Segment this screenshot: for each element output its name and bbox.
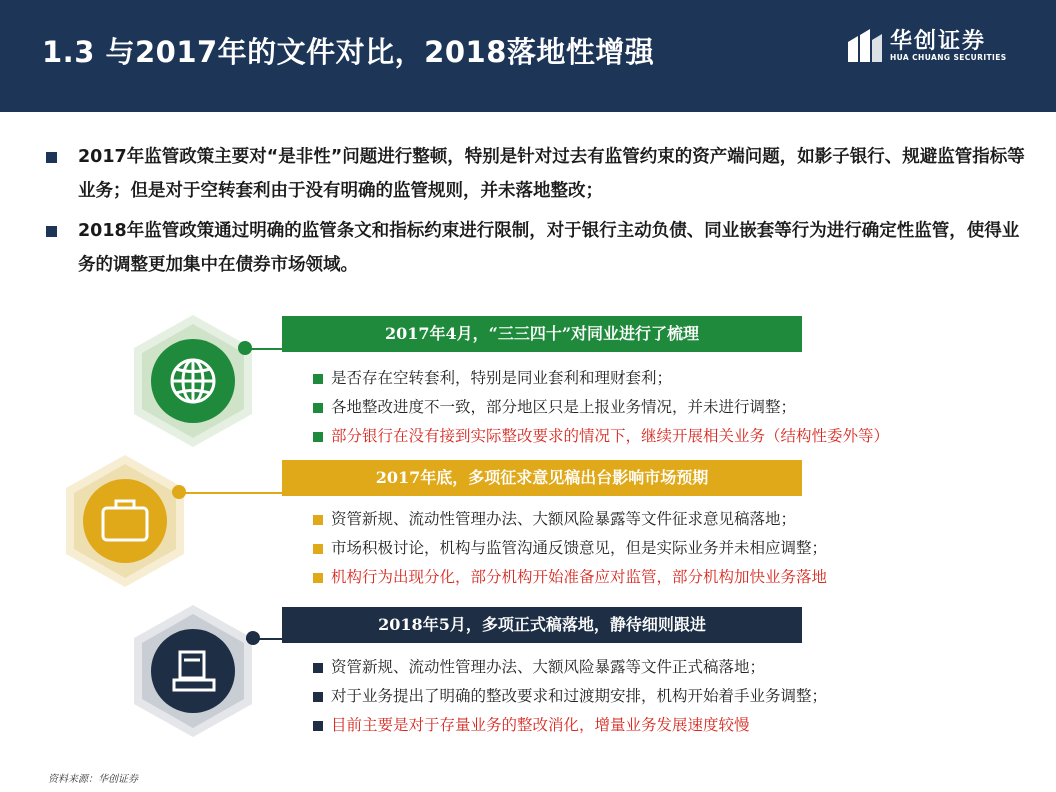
list-item [313,534,1033,563]
logo-chinese-name: 华创证券 [890,29,987,54]
section-2-title-bar: 2017年底，多项征求意见稿出台影响市场预期 [282,460,802,496]
square-bullet-icon [313,544,323,554]
list-item-text: 市场积极讨论，机构与监管沟通反馈意见，但是实际业务并未相应调整； [331,539,828,557]
square-bullet-icon [313,432,323,442]
page-title: 1.3 与2017年的文件对比，2018落地性增强 [42,35,655,69]
section-2-hexagon [62,452,188,590]
section-2-list [313,505,1033,592]
list-item-text: 机构行为出现分化，部分机构开始准备应对监管，部分机构加快业务落地 [331,568,828,586]
square-bullet-icon [313,374,323,384]
list-item-highlight [313,422,1033,451]
section-3-connector-dot [246,631,260,645]
section-1-list [313,364,1033,451]
list-item [313,364,1033,393]
header-banner [0,0,1056,112]
intro-bullet-text: 2017年监管政策主要对“是非性”问题进行整顿，特别是针对过去有监管约束的资产端问题，如影子银行、规避监管指标等业务；但是对于空转套利由于没有明确的监管规则，并未落地整改； [78,147,1025,201]
square-bullet-icon [46,226,57,237]
list-item-highlight [313,711,1033,740]
square-bullet-icon [313,721,323,731]
section-1-hexagon [130,312,256,450]
section-3-list [313,653,1033,740]
intro-bullet-text: 2018年监管政策通过明确的监管条文和指标约束进行限制，对于银行主动负债、同业嵌套等行为进行确定性监管，使得业务的调整更加集中在债券市场领域。 [78,221,1020,275]
list-item-text: 目前主要是对于存量业务的整改消化，增量业务发展速度较慢 [331,716,750,734]
square-bullet-icon [313,515,323,525]
logo-mark-icon [846,28,884,64]
list-item [313,505,1033,534]
logo-english-name: HUA CHUANG SECURITIES [890,53,1007,62]
list-item [313,653,1033,682]
section-3-title-bar: 2018年5月，多项正式稿落地，静待细则跟进 [282,607,802,643]
company-logo [846,22,1016,72]
section-1-connector-dot [238,341,252,355]
intro-bullet [42,140,1032,208]
section-2-connector [180,492,282,494]
square-bullet-icon [313,573,323,583]
square-bullet-icon [313,692,323,702]
section-1-title-bar: 2017年4月，“三三四十”对同业进行了梳理 [282,316,802,352]
section-2-connector-dot [172,485,186,499]
list-item-text: 资管新规、流动性管理办法、大额风险暴露等文件征求意见稿落地； [331,510,797,528]
intro-bullets [42,140,1032,288]
list-item-text: 对于业务提出了明确的整改要求和过渡期安排，机构开始着手业务调整； [331,687,828,705]
intro-bullet [42,214,1032,282]
square-bullet-icon [313,403,323,413]
globe-icon [130,312,256,450]
list-item-highlight [313,563,1033,592]
briefcase-icon [62,452,188,590]
square-bullet-icon [46,152,57,163]
section-3-hexagon [130,602,256,740]
source-note: 资料来源：华创证券 [48,774,138,785]
list-item-text: 部分银行在没有接到实际整改要求的情况下，继续开展相关业务（结构性委外等） [331,427,890,445]
list-item [313,682,1033,711]
list-item-text: 各地整改进度不一致，部分地区只是上报业务情况，并未进行调整； [331,398,797,416]
list-item-text: 是否存在空转套利，特别是同业套利和理财套利； [331,369,673,387]
square-bullet-icon [313,663,323,673]
computer-icon [130,602,256,740]
list-item-text: 资管新规、流动性管理办法、大额风险暴露等文件正式稿落地； [331,658,766,676]
list-item [313,393,1033,422]
